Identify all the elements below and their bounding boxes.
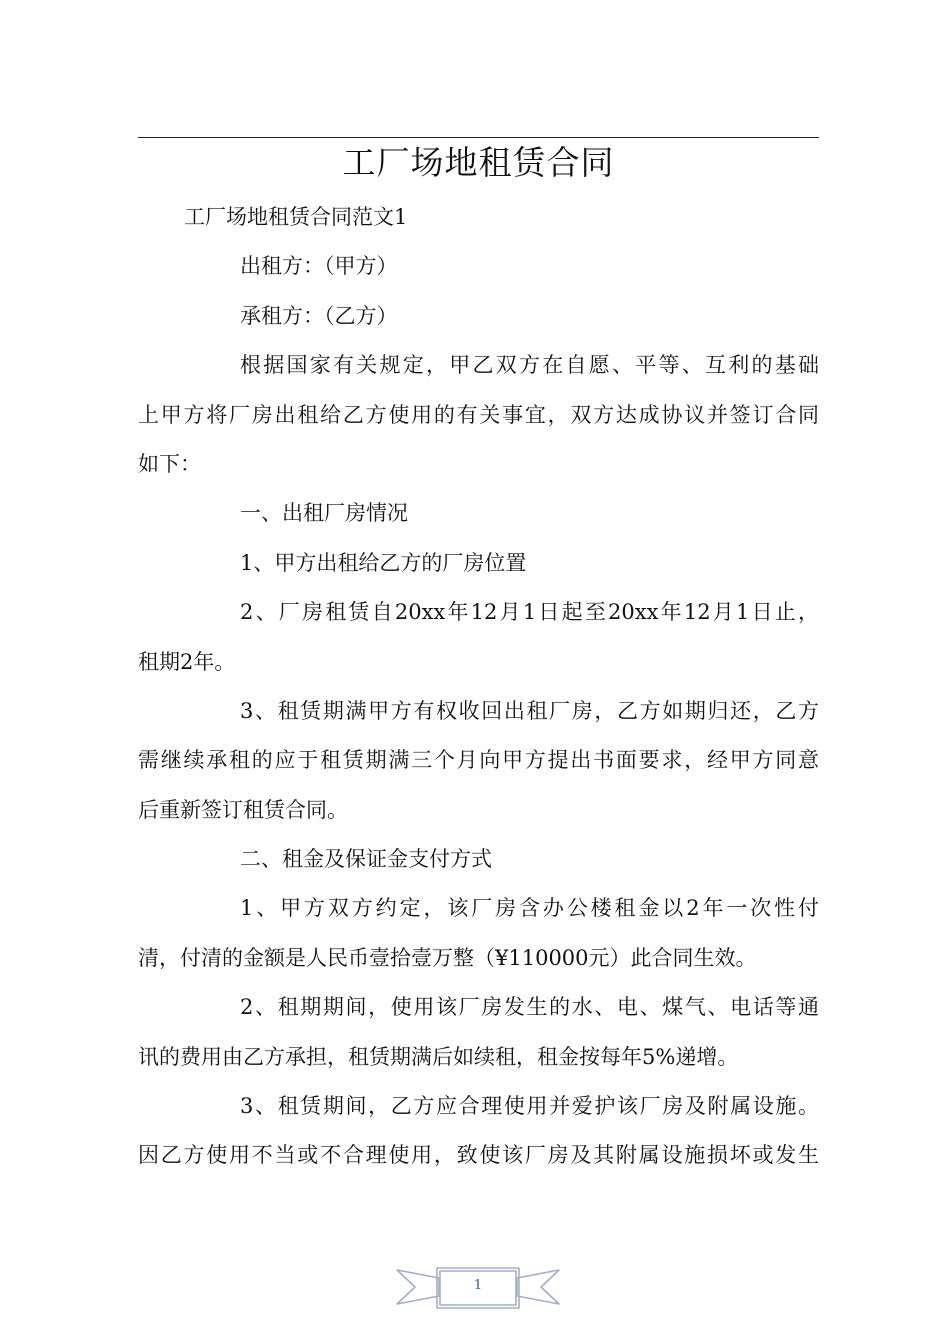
paragraph-line: 后重新签订租赁合同。 <box>138 797 348 822</box>
paragraph-line: 1、甲方双方约定，该厂房含办公楼租金以2年一次性付 <box>240 896 819 921</box>
section-heading: 二、租金及保证金支付方式 <box>240 847 492 872</box>
lessor-line: 出租方：（甲方） <box>240 254 398 279</box>
paragraph-line: 2、厂房租赁自20xx年12月1日起至20xx年12月1日止， <box>240 600 819 625</box>
section-heading: 一、出租厂房情况 <box>240 501 408 526</box>
paragraph-line: 需继续承租的应于租赁期满三个月向甲方提出书面要求，经甲方同意 <box>138 748 819 773</box>
paragraph-line: 根据国家有关规定，甲乙双方在自愿、平等、互利的基础 <box>240 353 819 378</box>
paragraph-line: 1、甲方出租给乙方的厂房位置 <box>240 550 527 575</box>
document-subtitle: 工厂场地租赁合同范文1 <box>184 205 408 229</box>
document-title: 工厂场地租赁合同 <box>342 143 615 182</box>
paragraph-line: 3、租赁期满甲方有权收回出租厂房，乙方如期归还，乙方 <box>240 698 819 723</box>
paragraph-line: 上甲方将厂房出租给乙方使用的有关事宜，双方达成协议并签订合同 <box>138 402 819 427</box>
paragraph-line: 租期2年。 <box>138 649 236 674</box>
page-footer <box>393 1262 563 1314</box>
document-body <box>138 193 819 1181</box>
paragraph-line: 因乙方使用不当或不合理使用，致使该厂房及其附属设施损坏或发生 <box>138 1143 819 1168</box>
paragraph-line: 如下： <box>138 451 201 476</box>
page-number: 1 <box>473 1278 483 1293</box>
paragraph-line: 讯的费用由乙方承担，租赁期满后如续租，租金按每年5%递增。 <box>138 1044 739 1069</box>
top-rule <box>138 137 819 138</box>
paragraph-line: 3、租赁期间，乙方应合理使用并爱护该厂房及附属设施。 <box>240 1094 819 1119</box>
paragraph-line: 清，付清的金额是人民币壹拾壹万整（¥110000元）此合同生效。 <box>138 945 757 970</box>
paragraph-line: 2、租期期间，使用该厂房发生的水、电、煤气、电话等通 <box>240 995 819 1020</box>
lessee-line: 承租方：（乙方） <box>240 303 398 328</box>
